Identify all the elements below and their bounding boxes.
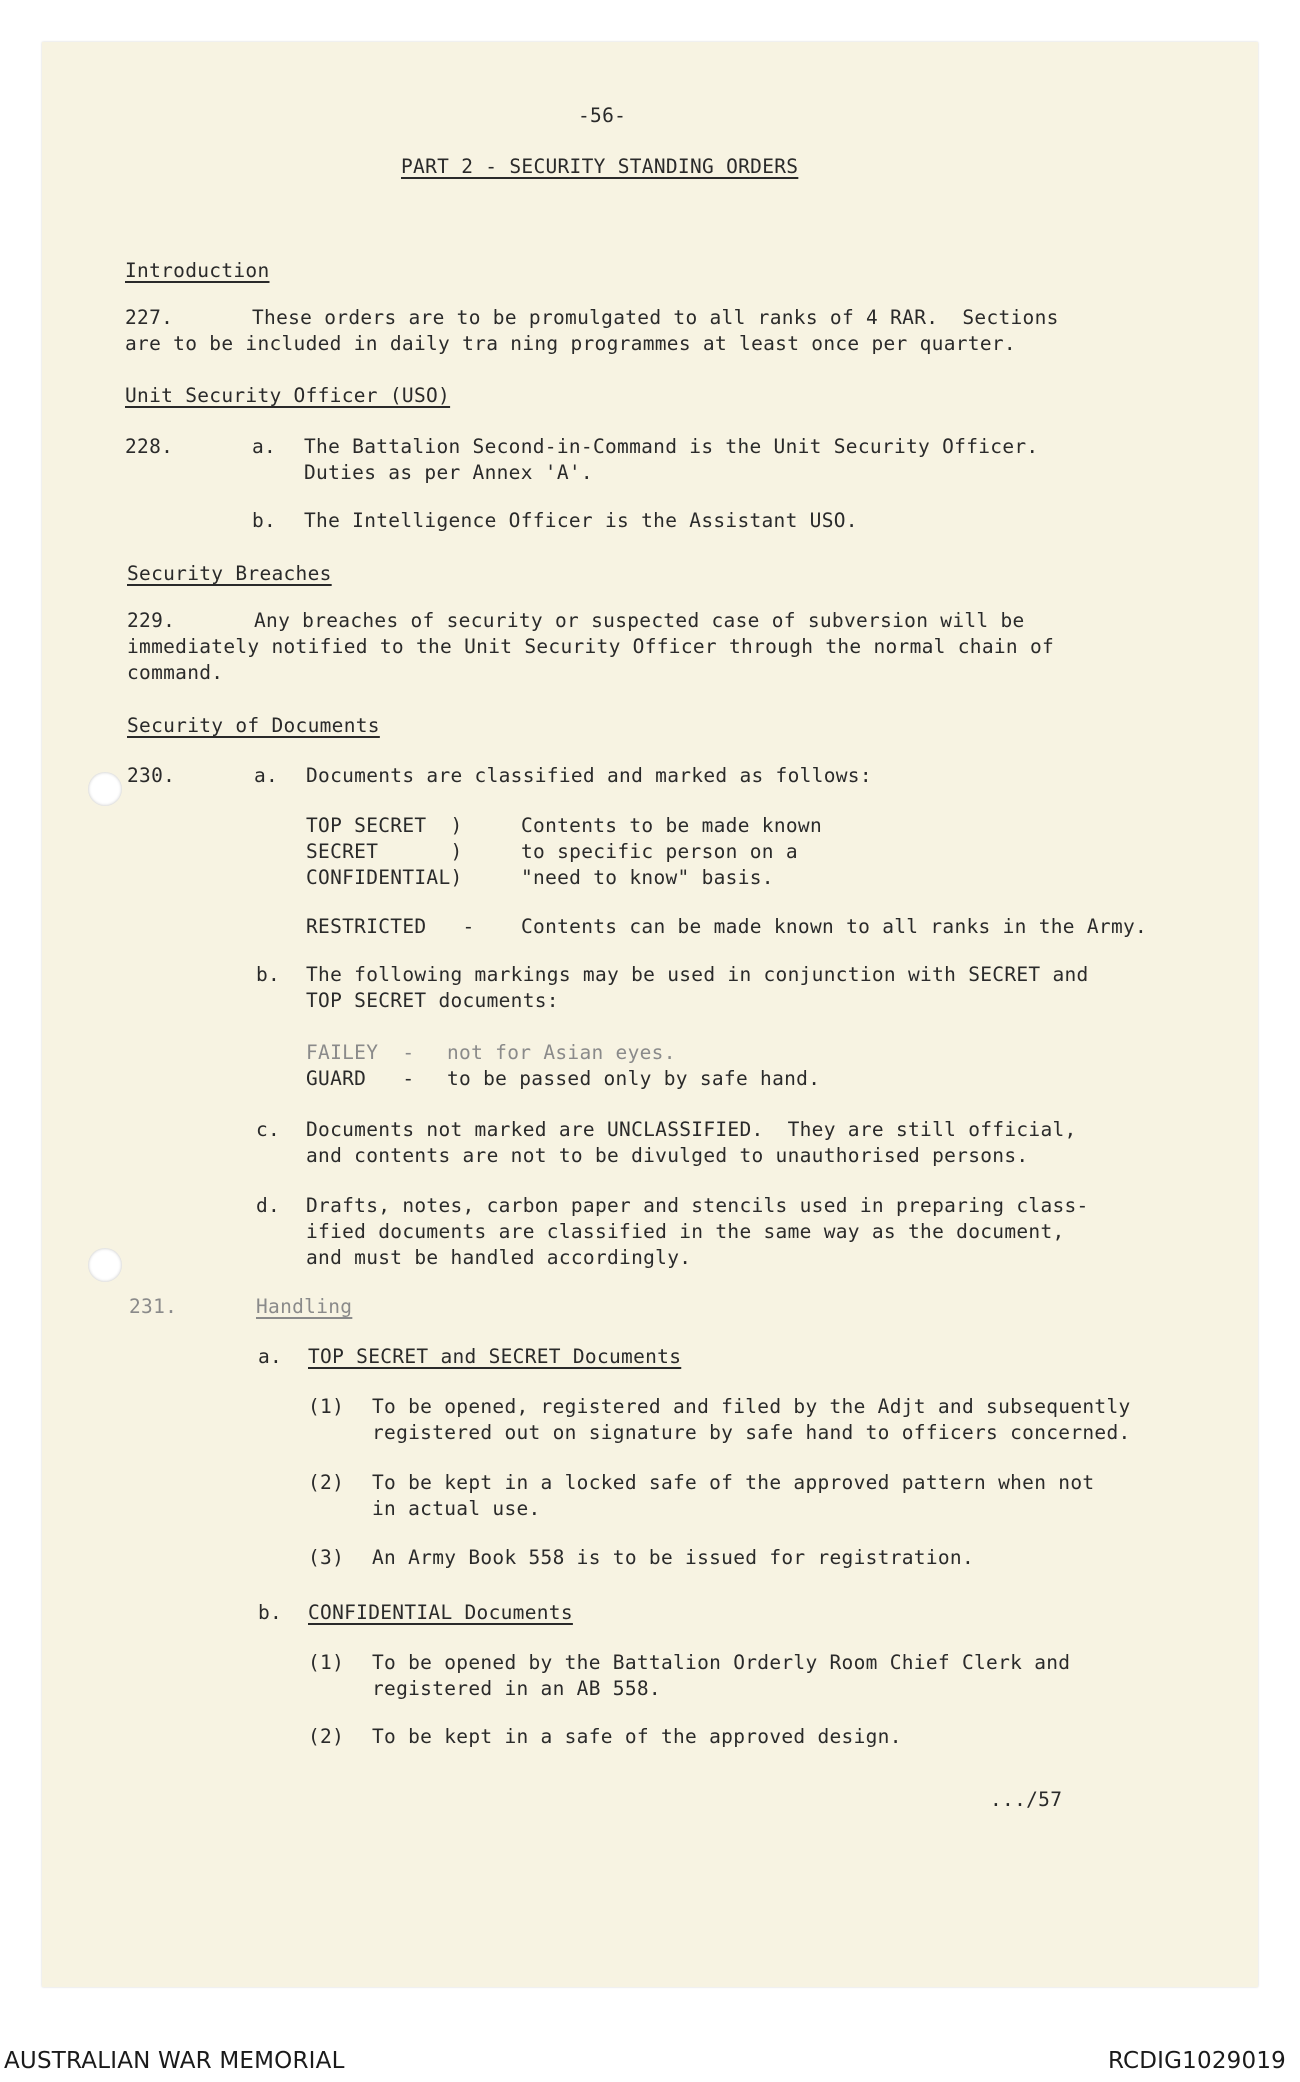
para-text: Documents not marked are UNCLASSIFIED. They are still official, — [306, 1118, 1077, 1141]
classification: TOP SECRET ) — [306, 814, 463, 837]
classification-desc: "need to know" basis. — [521, 866, 774, 889]
subsection-heading: TOP SECRET and SECRET Documents — [308, 1345, 682, 1368]
section-heading-documents: Security of Documents — [127, 714, 380, 737]
footer-source: AUSTRALIAN WAR MEMORIAL — [4, 2048, 345, 2074]
marking: GUARD - — [306, 1067, 415, 1090]
punch-hole — [88, 1248, 122, 1282]
para-text: command. — [127, 661, 224, 684]
para-text: To be kept in a safe of the approved design. — [372, 1725, 902, 1748]
para-number: 229. — [127, 609, 176, 632]
para-number: 228. — [125, 435, 174, 458]
item-label: b. — [258, 1601, 283, 1624]
para-number: 231. — [129, 1295, 178, 1318]
item-label: a. — [252, 435, 277, 458]
classification: SECRET ) — [306, 840, 463, 863]
para-text: Duties as per Annex 'A'. — [304, 461, 593, 484]
para-text: TOP SECRET documents: — [306, 989, 559, 1012]
para-text: The Battalion Second-in-Command is the Unit Security Officer. — [304, 435, 1039, 458]
para-text: The following markings may be used in conjunction with SECRET and — [306, 963, 1089, 986]
section-heading-introduction: Introduction — [125, 259, 270, 282]
para-text: These orders are to be promulgated to all ranks of 4 RAR. Sections — [252, 306, 1059, 329]
para-text: To be opened by the Battalion Orderly Room Chief Clerk and — [372, 1651, 1071, 1674]
subitem-number: (1) — [308, 1395, 345, 1418]
page-title: PART 2 - SECURITY STANDING ORDERS — [401, 155, 799, 178]
para-text: registered out on signature by safe hand to officers concerned. — [372, 1421, 1131, 1444]
section-heading-breaches: Security Breaches — [127, 562, 332, 585]
para-text: in actual use. — [372, 1497, 541, 1520]
continuation-marker: .../57 — [990, 1788, 1063, 1811]
para-text: ified documents are classified in the same way as the document, — [306, 1220, 1065, 1243]
para-text: registered in an AB 558. — [372, 1677, 661, 1700]
item-label: a. — [254, 764, 279, 787]
section-heading-uso: Unit Security Officer (USO) — [125, 384, 451, 407]
para-text: Documents are classified and marked as follows: — [306, 764, 872, 787]
para-text: An Army Book 558 is to be issued for registration. — [372, 1546, 974, 1569]
item-label: d. — [256, 1194, 281, 1217]
marking-desc: to be passed only by safe hand. — [447, 1067, 821, 1090]
marking: FAILEY - — [306, 1041, 415, 1064]
item-label: b. — [252, 509, 277, 532]
para-text: Drafts, notes, carbon paper and stencils used in preparing class- — [306, 1194, 1089, 1217]
punch-hole — [88, 772, 122, 806]
classification-desc: Contents to be made known — [521, 814, 822, 837]
subitem-number: (1) — [308, 1651, 345, 1674]
item-label: a. — [258, 1345, 283, 1368]
subsection-heading: CONFIDENTIAL Documents — [308, 1601, 573, 1624]
subitem-number: (2) — [308, 1725, 345, 1748]
para-text: are to be included in daily tra ning programmes at least once per quarter. — [125, 332, 1016, 355]
para-number: 230. — [127, 764, 176, 787]
classification-desc: Contents can be made known to all ranks in the Army. — [521, 915, 1148, 938]
para-text: To be kept in a locked safe of the approved pattern when not — [372, 1471, 1095, 1494]
classification: CONFIDENTIAL) — [306, 866, 463, 889]
para-text: immediately notified to the Unit Security Officer through the normal chain of — [127, 635, 1055, 658]
item-label: b. — [256, 963, 281, 986]
marking-desc: not for Asian eyes. — [447, 1041, 676, 1064]
section-heading-handling: Handling — [256, 1295, 353, 1318]
para-text: and must be handled accordingly. — [306, 1246, 692, 1269]
page-number: -56- — [578, 104, 627, 127]
para-text: Any breaches of security or suspected case of subversion will be — [254, 609, 1025, 632]
subitem-number: (2) — [308, 1471, 345, 1494]
item-label: c. — [256, 1118, 281, 1141]
footer-id: RCDIG1029019 — [1107, 2048, 1286, 2074]
para-text: The Intelligence Officer is the Assistant USO. — [304, 509, 858, 532]
para-text: and contents are not to be divulged to unauthorised persons. — [306, 1144, 1029, 1167]
classification: RESTRICTED - — [306, 915, 475, 938]
para-text: To be opened, registered and filed by the Adjt and subsequently — [372, 1395, 1131, 1418]
para-number: 227. — [125, 306, 174, 329]
classification-desc: to specific person on a — [521, 840, 798, 863]
subitem-number: (3) — [308, 1546, 345, 1569]
